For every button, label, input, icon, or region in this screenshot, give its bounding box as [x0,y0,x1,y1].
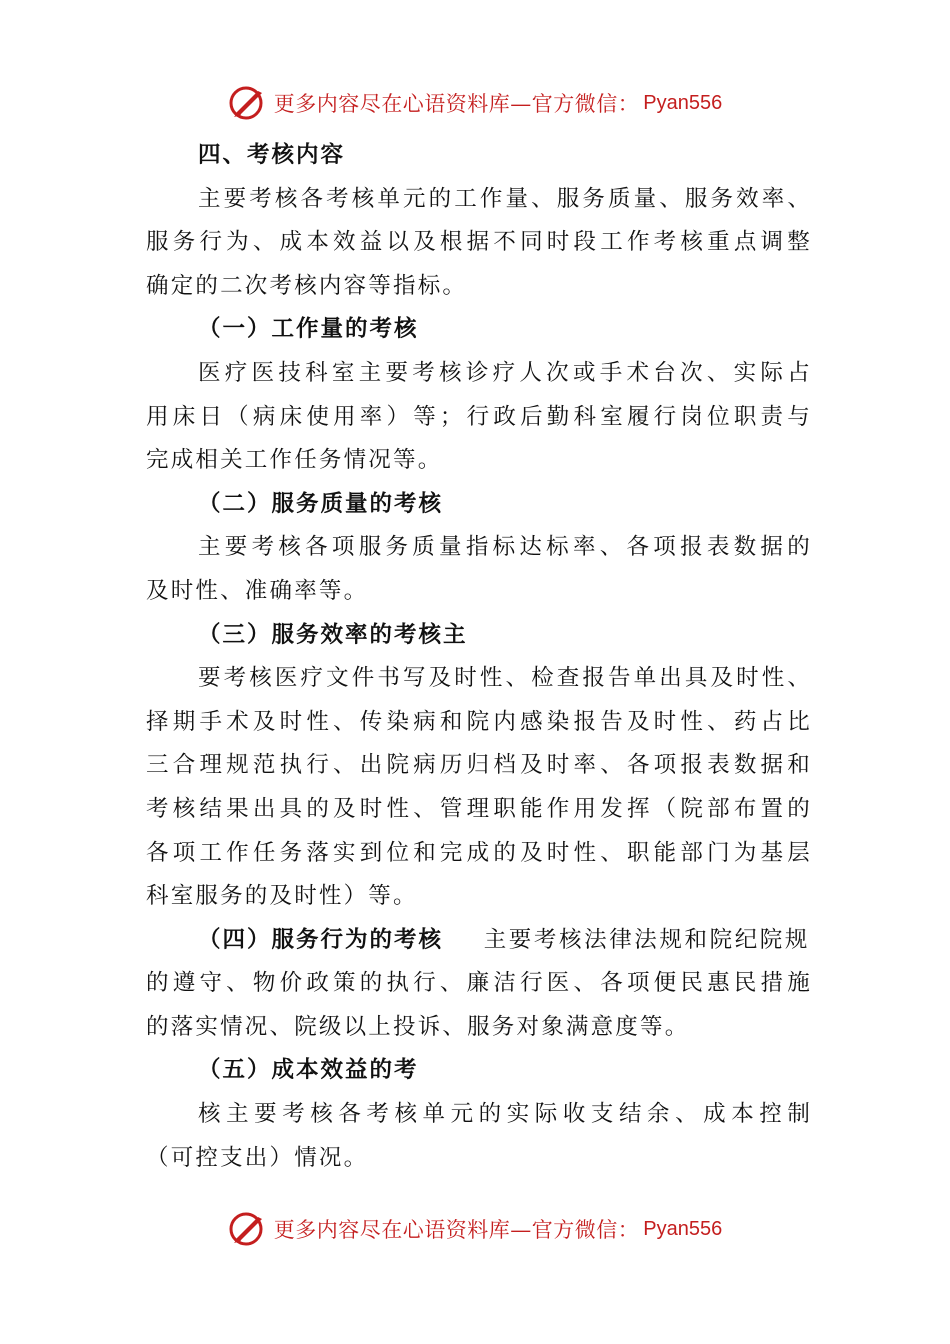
subsection-heading: （五）成本效益的考 [198,1057,419,1084]
paragraph-line: 医 疗 医 技 科 室 主 要 考 核 诊 疗 人 次 或 手 术 台 次 、 实 际 占 [198,359,810,386]
paragraph-line: 及时性、准确率等。 [146,577,369,604]
paragraph-line: 各 项 工 作 任 务 落 实 到 位 和 完 成 的 及 时 性 、 职 能 部 门 为 基 层 [146,839,810,866]
quill-pen-logo-icon [228,83,268,123]
paragraph-line: 考 核 结 果 出 具 的 及 时 性 、 管 理 职 能 作 用 发 挥 （ 院 部 布 置 的 [146,795,810,822]
subsection-heading-line [146,919,810,963]
section-heading: 四、考核内容 [198,142,346,168]
paragraph-line: 主 要 考 核 各 考 核 单 元 的 工 作 量 、 服 务 质 量 、 服 务 效 率 、 [198,185,810,212]
paragraph-line: 择 期 手 术 及 时 性 、 传 染 病 和 院 内 感 染 报 告 及 时 性 、 药 占 比 [146,708,810,735]
paragraph-line: 主 要 考 核 各 项 服 务 质 量 指 标 达 标 率 、 各 项 报 表 数 据 的 [198,534,810,561]
paragraph-line: 确定的二次考核内容等指标。 [146,272,468,299]
paragraph-line: 服 务 行 为 、 成 本 效 益 以 及 根 据 不 同 时 段 工 作 考 核 重 点 调 整 [146,229,810,256]
paragraph-line: 的 遵 守 、 物 价 政 策 的 执 行 、 廉 洁 行 医 、 各 项 便 民 惠 民 措 施 [146,970,810,997]
paragraph-line: 用 床 日 （ 病 床 使 用 率 ） 等 ； 行 政 后 勤 科 室 履 行 岗 位 职 责 与 [146,403,810,430]
wechat-id: Pyan556 [643,1217,723,1240]
paragraph-line: 的落实情况、院级以上投诉、服务对象满意度等。 [146,1013,690,1040]
watermark-banner-bottom [0,1206,950,1252]
paragraph-line: 要 考 核 医 疗 文 件 书 写 及 时 性 、 检 查 报 告 单 出 具 及 时 性 、 [198,665,810,692]
watermark-text: 更多内容尽在心语资料库—官方微信： [273,1218,640,1242]
document-body [146,134,810,1180]
quill-pen-logo-icon [228,1209,268,1249]
subsection-heading: （一）工作量的考核 [198,316,419,343]
watermark-text: 更多内容尽在心语资料库—官方微信： [273,92,640,116]
paragraph-line: 科室服务的及时性）等。 [146,883,418,910]
watermark-banner-top [0,80,950,126]
paragraph-line: 核 主 要 考 核 各 考 核 单 元 的 实 际 收 支 结 余 、 成 本 控 制 [198,1101,810,1128]
paragraph-line: （可控支出）情况。 [146,1144,369,1171]
subsection-heading: （二）服务质量的考核 [198,490,444,517]
paragraph-line: 三 合 理 规 范 执 行 、 出 院 病 历 归 档 及 时 率 、 各 项 报 表 数 据 和 [146,752,810,779]
paragraph-inline-text: 主要考核法律法规和院纪院规 [483,926,810,953]
wechat-id: Pyan556 [643,91,723,114]
subsection-heading: （三）服务效率的考核主 [198,621,468,648]
paragraph-line: 完成相关工作任务情况等。 [146,447,443,474]
subsection-heading: （四）服务行为的考核 [198,926,444,953]
